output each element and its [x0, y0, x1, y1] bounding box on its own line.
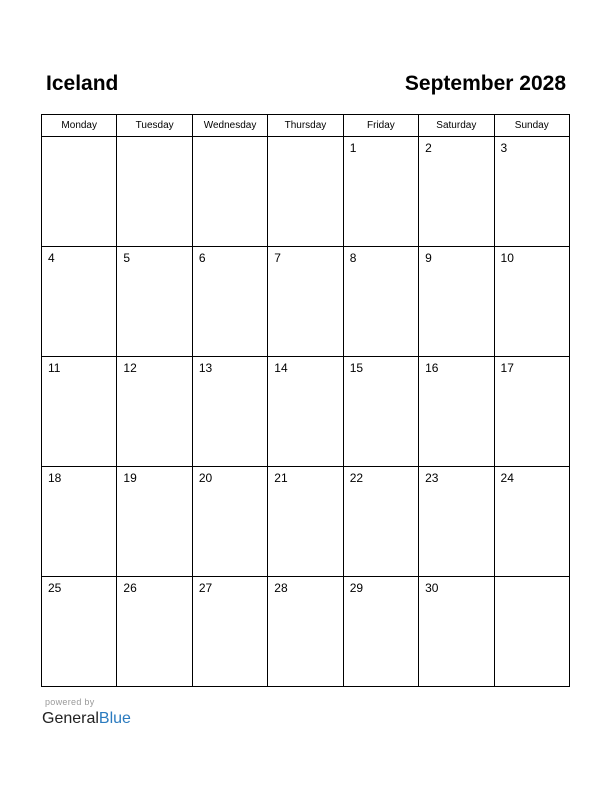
day-number [117, 137, 191, 141]
day-cell [268, 137, 343, 247]
day-number: 1 [349, 141, 357, 155]
brand-general-text: General [42, 710, 99, 727]
day-number: 12 [123, 361, 137, 375]
calendar-grid [41, 114, 570, 687]
day-number: 17 [500, 361, 514, 375]
day-cell [192, 137, 267, 247]
day-cell [192, 467, 267, 577]
day-number: 20 [198, 471, 213, 485]
day-number: 15 [349, 361, 364, 375]
day-number [268, 137, 342, 141]
footer [42, 697, 131, 729]
day-cell [42, 137, 117, 247]
day-cell [42, 577, 117, 687]
day-cell [419, 577, 494, 687]
day-number: 2 [425, 141, 432, 155]
day-number: 9 [425, 251, 432, 265]
day-number: 19 [123, 471, 137, 485]
day-cell [494, 577, 569, 687]
day-cell [419, 357, 494, 467]
weekday-header: Monday [42, 115, 117, 137]
day-cell [419, 247, 494, 357]
day-cell [494, 137, 569, 247]
day-cell [494, 467, 569, 577]
day-number: 29 [349, 581, 364, 595]
week-row [42, 137, 570, 247]
day-number: 18 [48, 471, 62, 485]
day-cell [268, 247, 343, 357]
day-number: 11 [48, 361, 61, 375]
day-number: 27 [198, 581, 213, 595]
day-cell [192, 357, 267, 467]
day-cell [117, 577, 192, 687]
day-cell [419, 467, 494, 577]
day-cell [343, 137, 418, 247]
brand-logo[interactable] [42, 709, 131, 729]
weekday-header: Saturday [419, 115, 494, 137]
day-number: 3 [500, 141, 508, 155]
day-cell [42, 467, 117, 577]
day-cell [117, 247, 192, 357]
day-number: 8 [349, 251, 357, 265]
day-number: 26 [123, 581, 137, 595]
day-cell [117, 357, 192, 467]
weekday-header: Sunday [494, 115, 569, 137]
day-number: 7 [274, 251, 281, 265]
day-cell [42, 247, 117, 357]
weekday-header-row [42, 115, 570, 137]
day-cell [117, 137, 192, 247]
day-cell [494, 247, 569, 357]
weekday-header: Wednesday [192, 115, 267, 137]
day-cell [268, 467, 343, 577]
week-row [42, 357, 570, 467]
day-cell [343, 247, 418, 357]
week-row [42, 467, 570, 577]
day-cell [343, 467, 418, 577]
day-number [193, 137, 267, 141]
day-cell [494, 357, 569, 467]
day-number: 24 [500, 471, 514, 485]
day-number: 21 [274, 471, 288, 485]
weekday-header: Friday [343, 115, 418, 137]
week-row [42, 247, 570, 357]
day-number: 5 [123, 251, 131, 265]
day-number: 10 [500, 251, 514, 265]
day-cell [192, 577, 267, 687]
day-number: 14 [274, 361, 288, 375]
day-number: 30 [425, 581, 439, 595]
country-title: Iceland [46, 72, 119, 95]
day-number [495, 577, 569, 581]
day-cell [268, 577, 343, 687]
day-number: 4 [48, 251, 55, 265]
day-number: 23 [425, 471, 439, 485]
weekday-header: Tuesday [117, 115, 192, 137]
brand-blue-text: Blue [98, 710, 131, 727]
day-number: 16 [425, 361, 439, 375]
day-cell [117, 467, 192, 577]
weekday-header: Thursday [268, 115, 343, 137]
day-cell [343, 357, 418, 467]
day-number: 22 [349, 471, 364, 485]
day-cell [419, 137, 494, 247]
day-number [42, 137, 116, 141]
calendar-header [42, 70, 570, 100]
powered-by-text: powered by [45, 697, 95, 707]
day-number: 28 [274, 581, 288, 595]
day-number: 6 [198, 251, 206, 265]
day-number: 13 [198, 361, 213, 375]
day-cell [343, 577, 418, 687]
month-title: September 2028 [404, 72, 566, 95]
day-cell [42, 357, 117, 467]
day-number: 25 [48, 581, 62, 595]
day-cell [192, 247, 267, 357]
day-cell [268, 357, 343, 467]
week-row [42, 577, 570, 687]
